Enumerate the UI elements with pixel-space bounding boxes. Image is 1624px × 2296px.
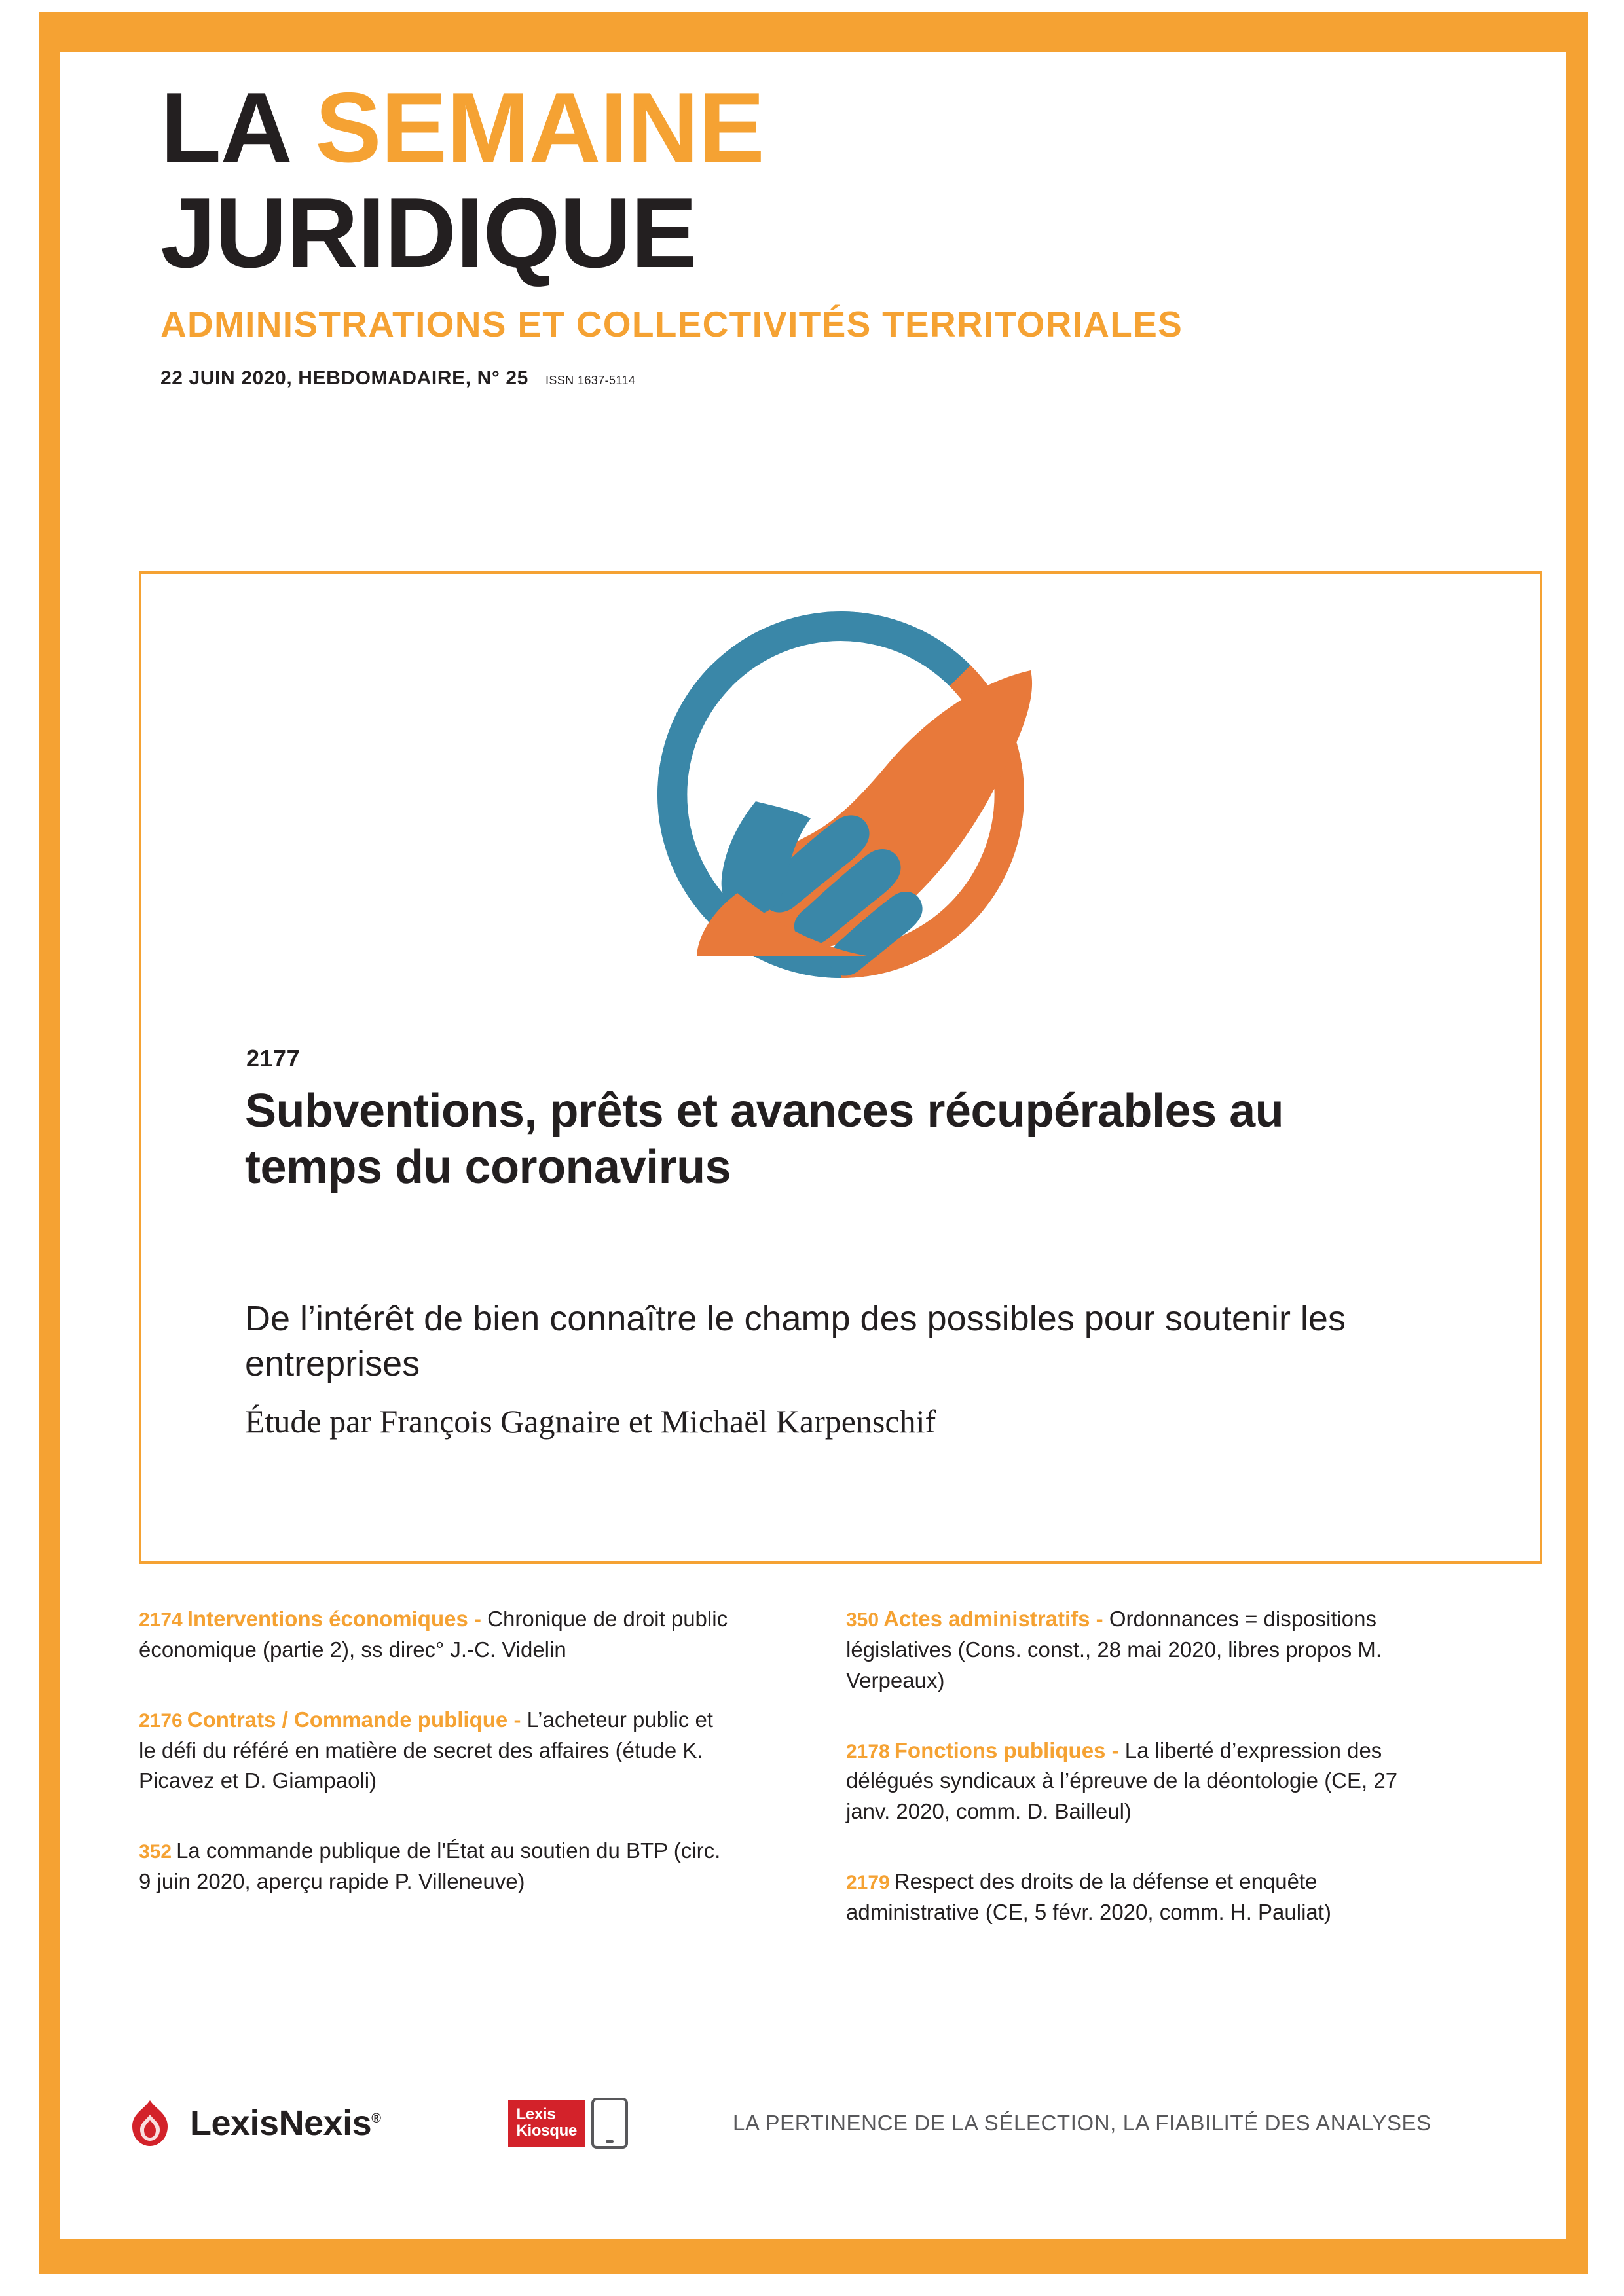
contents-item-rubric: Fonctions publiques - (894, 1738, 1119, 1762)
lexisnexis-logo (124, 2098, 380, 2149)
contents-item[interactable] (139, 1705, 728, 1797)
contents-column-left (139, 1604, 728, 1928)
contents-item-text: Respect des droits de la défense et enquête administrative (CE, 5 févr. 2020, comm. H. Pauliat) (846, 1869, 1331, 1925)
lexisnexis-name: LexisNexis (190, 2104, 372, 2143)
handshake-circle-illustration (579, 585, 1103, 1047)
page-footer (124, 2074, 1532, 2172)
registered-mark-icon: ® (371, 2111, 381, 2126)
contents-item[interactable] (846, 1867, 1435, 1928)
contents-item-text: Ordonnances = dispositions législatives (Cons. const., 28 mai 2020, libres propos M. Verpeaux) (846, 1607, 1382, 1692)
feature-article-author: Étude par François Gagnaire et Michaël Karpenschif (245, 1403, 936, 1440)
issn-code: ISSN 1637-5114 (545, 374, 636, 388)
cover-feature-box (139, 571, 1542, 1564)
feature-article-number: 2177 (246, 1045, 301, 1072)
kiosque-badge (508, 2100, 585, 2147)
magazine-title-line-2 (160, 177, 1509, 289)
title-word-juridique: JURIDIQUE (160, 177, 697, 289)
title-word-semaine: SEMAINE (315, 72, 764, 183)
contents-item-number: 2176 (139, 1709, 183, 1732)
contents-item-number: 2174 (139, 1609, 183, 1631)
issue-line (160, 367, 1509, 390)
contents-column-right (846, 1604, 1435, 1928)
contents-item[interactable] (139, 1836, 728, 1897)
lexis-kiosque-logo (508, 2098, 628, 2149)
contents-item-number: 2178 (846, 1740, 890, 1762)
contents-summary (139, 1604, 1514, 1928)
kiosque-line-1: Lexis (516, 2105, 556, 2123)
flame-icon (124, 2098, 175, 2149)
contents-item-rubric: Actes administratifs - (883, 1607, 1103, 1631)
footer-tagline: LA PERTINENCE DE LA SÉLECTION, LA FIABILITÉ DES ANALYSES (733, 2111, 1431, 2135)
issue-date-number: 22 JUIN 2020, HEBDOMADAIRE, N° 25 (160, 367, 528, 390)
contents-item-text: Chronique de droit public économique (partie 2), ss direc° J.-C. Videlin (139, 1607, 728, 1662)
contents-item-number: 350 (846, 1609, 879, 1631)
tablet-icon (591, 2098, 628, 2149)
contents-item[interactable] (846, 1604, 1435, 1696)
magazine-subtitle: ADMINISTRATIONS ET COLLECTIVITÉS TERRITORIALES (160, 304, 1183, 345)
feature-article-subtitle: De l’intérêt de bien connaître le champ des possibles pour soutenir les entreprises (245, 1299, 1346, 1384)
kiosque-line-2: Kiosque (516, 2122, 578, 2140)
contents-item[interactable] (846, 1736, 1435, 1828)
contents-item-number: 352 (139, 1841, 172, 1863)
contents-item-text: L’acheteur public et le défi du référé en matière de secret des affaires (étude K. Picavez et D. Giampaoli) (139, 1707, 713, 1793)
contents-item-text: La commande publique de l'État au soutien du BTP (circ. 9 juin 2020, aperçu rapide P. Villeneuve) (139, 1838, 721, 1894)
contents-item[interactable] (139, 1604, 728, 1666)
title-word-la: LA (160, 72, 288, 183)
feature-article-title: Subventions, prêts et avances récupérables au temps du coronavirus (245, 1085, 1284, 1194)
contents-item-number: 2179 (846, 1872, 890, 1894)
masthead (160, 72, 1509, 390)
contents-item-rubric: Contrats / Commande publique - (187, 1707, 521, 1732)
lexisnexis-wordmark (190, 2103, 380, 2143)
contents-item-text: La liberté d’expression des délégués syndicaux à l’épreuve de la déontologie (CE, 27 janv. 2020, comm. D. Bailleul) (846, 1738, 1398, 1824)
magazine-title-line-1 (160, 72, 1509, 183)
contents-item-rubric: Interventions économiques - (187, 1607, 481, 1631)
